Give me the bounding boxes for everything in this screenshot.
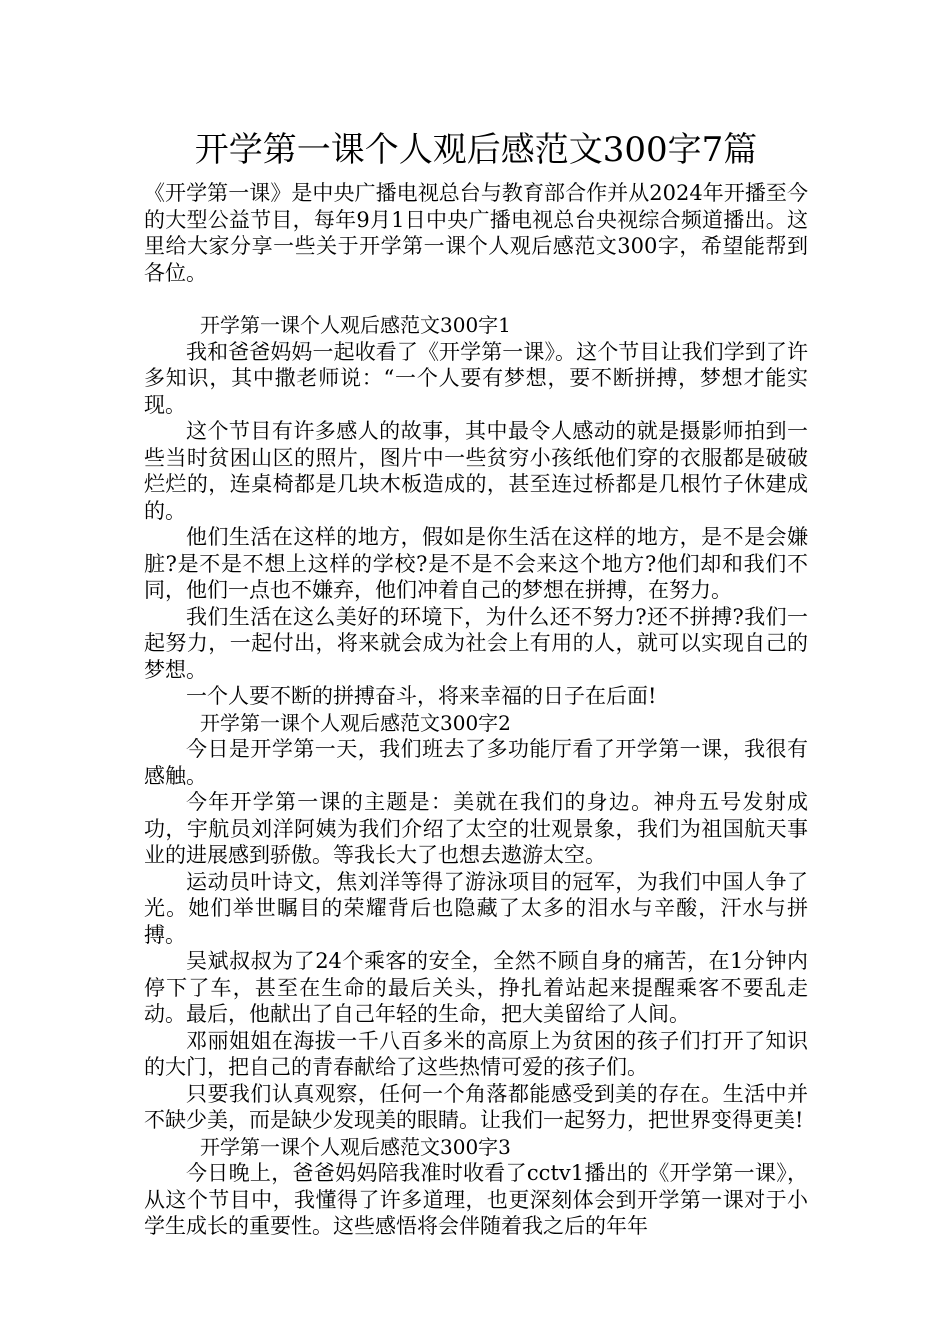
section2-paragraph: 邓丽姐姐在海拔一千八百多米的高原上为贫困的孩子们打开了知识的大门，把自己的青春献给了这些热情可爱的孩子们。 — [144, 1028, 808, 1079]
section1-paragraph: 他们生活在这样的地方，假如是你生活在这样的地方，是不是会嫌脏?是不是不想上这样的学校?是不是不会来这个地方?他们却和我们不同，他们一点也不嫌弃，他们冲着自己的梦想在拼搏，在努力。 — [144, 525, 808, 602]
section1-paragraph: 这个节目有许多感人的故事，其中最令人感动的就是摄影师拍到一些当时贫困山区的照片，图片中一些贫穷小孩纸他们穿的衣服都是破破烂烂的，连桌椅都是几块木板造成的，甚至连过桥都是几根竹子休建成的。 — [144, 419, 808, 523]
section-heading-2: 开学第一课个人观后感范文300字2 — [200, 710, 511, 735]
section3-paragraph: 今日晚上，爸爸妈妈陪我准时收看了cctv1播出的《开学第一课》，从这个节目中，我懂得了许多道理，也更深刻体会到开学第一课对于小学生成长的重要性。这些感悟将会伴随着我之后的年年 — [144, 1161, 808, 1238]
section2-paragraph: 吴斌叔叔为了24个乘客的安全，全然不顾自身的痛苦，在1分钟内停下了车，甚至在生命的最后关头，挣扎着站起来提醒乘客不要乱走动。最后，他献出了自己年轻的生命，把大美留给了人间。 — [144, 949, 808, 1026]
section1-paragraph: 一个人要不断的拼搏奋斗，将来幸福的日子在后面! — [186, 684, 657, 708]
section-heading-3: 开学第一课个人观后感范文300字3 — [200, 1134, 511, 1159]
section-heading-1: 开学第一课个人观后感范文300字1 — [200, 313, 511, 337]
section2-paragraph: 运动员叶诗文，焦刘洋等得了游泳项目的冠军，为我们中国人争了光。她们举世瞩目的荣耀背后也隐藏了太多的泪水与辛酸，汗水与拼搏。 — [144, 869, 808, 947]
section1-paragraph: 我和爸爸妈妈一起收看了《开学第一课》。这个节目让我们学到了许多知识，其中撒老师说：“一个人要有梦想，要不断拼搏，梦想才能实现。 — [144, 339, 808, 417]
section2-paragraph: 只要我们认真观察，任何一个角落都能感受到美的存在。生活中并不缺少美，而是缺少发现美的眼睛。让我们一起努力，把世界变得更美! — [144, 1081, 808, 1132]
blank-line — [144, 286, 808, 312]
intro-paragraph: 《开学第一课》是中央广播电视总台与教育部合作并从2024年开播至今的大型公益节目，每年9月1日中央广播电视总台央视综合频道播出。这里给大家分享一些关于开学第一课个人观后感范文300字，希望能帮到各位。 — [144, 181, 808, 285]
document-title: 开学第一课个人观后感范文300字7篇 — [194, 130, 758, 170]
section2-paragraph: 今年开学第一课的主题是：美就在我们的身边。神舟五号发射成功，宇航员刘洋阿姨为我们介绍了太空的壮观景象，我们为祖国航天事业的进展感到骄傲。等我长大了也想去遨游太空。 — [144, 790, 808, 867]
section1-paragraph: 我们生活在这么美好的环境下，为什么还不努力?还不拼搏?我们一起努力，一起付出，将来就会成为社会上有用的人，就可以实现自己的梦想。 — [144, 604, 808, 682]
document-page — [144, 128, 808, 1240]
section2-paragraph: 今日是开学第一天，我们班去了多功能厅看了开学第一课，我很有感触。 — [144, 737, 808, 788]
